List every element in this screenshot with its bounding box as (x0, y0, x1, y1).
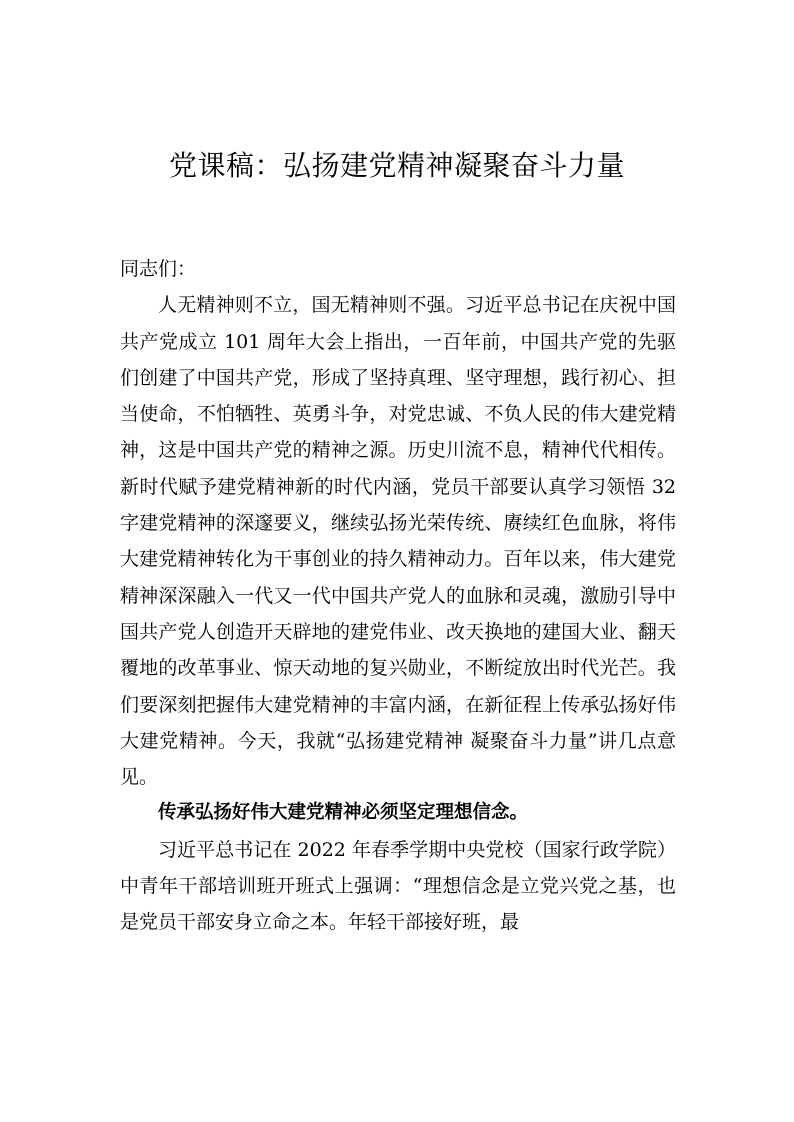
paragraph-section-one: 习近平总书记在 2022 年春季学期中央党校（国家行政学院）中青年干部培训班开班式上强调：“理想信念是立党兴党之基，也是党员干部安身立命之本。年轻干部接好班，最 (120, 838, 676, 934)
salutation: 同志们： (120, 258, 197, 280)
document-body (120, 251, 676, 941)
section-heading: 传承弘扬好伟大建党精神必须坚定理想信念。 (158, 802, 529, 824)
document-title: 党课稿：弘扬建党精神凝聚奋斗力量 (168, 149, 625, 182)
paragraph-intro: 人无精神则不立，国无精神则不强。习近平总书记在庆祝中国共产党成立 101 周年大会上指出，一百年前，中国共产党的先驱们创建了中国共产党，形成了坚持真理、坚守理想，践行初心、担当使命，不怕牺牲、英勇斗争，对党忠诚、不负人民的伟大建党精神，这是中国共产党的精神之源。历史川流不息，精神代代相传。新时代赋予建党精神新的时代内涵，党员干部要认真学习领悟 32 字建党精神的深邃要义，继续弘扬光荣传统、赓续红色血脉，将伟大建党精神转化为干事创业的持久精神动力。百年以来，伟大建党精神深深融入一代又一代中国共产党人的血脉和灵魂，激励引导中国共产党人创造开天辟地的建党伟业、改天换地的建国大业、翻天覆地的改革事业、惊天动地的复兴勋业，不断绽放出时代光芒。我们要深刻把握伟大建党精神的丰富内涵，在新征程上传承弘扬好伟大建党精神。今天，我就“弘扬建党精神 凝聚奋斗力量”讲几点意见。 (120, 294, 676, 789)
